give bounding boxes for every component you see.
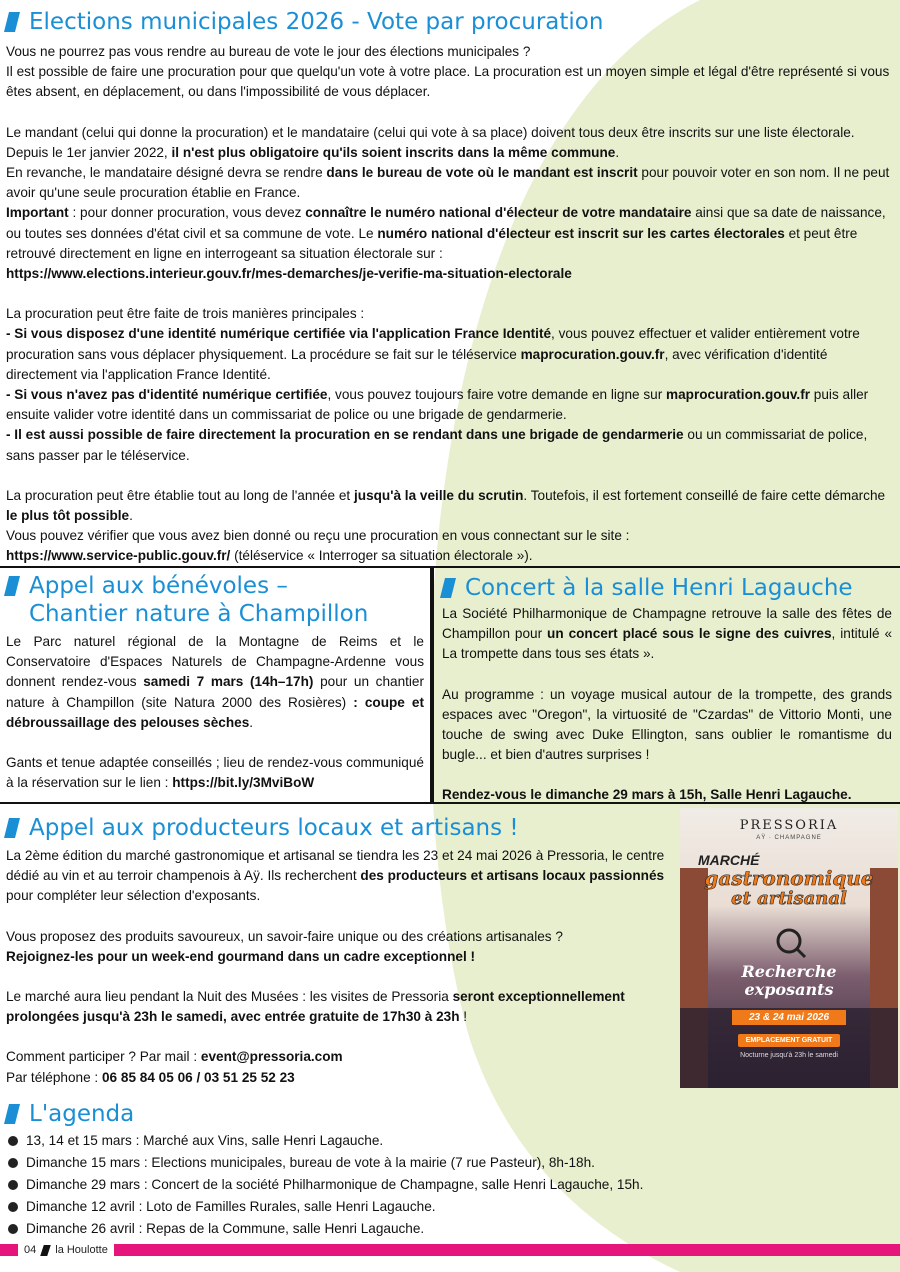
producteurs-email-link[interactable]: event@pressoria.com: [200, 1049, 343, 1065]
election-section: [0, 8, 892, 567]
producteurs-nuit-musees: Le marché aura lieu pendant la Nuit des Musées : les visites de Pressoria seront exceptionnellement prolongées jusqu'à 23h le samedi, avec entrée gratuite de 17h30 à 23h !: [6, 989, 625, 1025]
benevoles-reservation: Gants et tenue adaptée conseillés ; lieu de rendez-vous communiqué à la réservation sur le lien : https://bit.ly/3MviBoW: [6, 755, 424, 791]
agenda-title: L'agenda: [0, 1100, 892, 1128]
title-marker-icon: [440, 578, 456, 598]
footer-bar: [0, 1244, 900, 1256]
agenda-list: [0, 1130, 892, 1240]
poster-brand: PRESSORIA: [739, 818, 839, 833]
agenda-item: Dimanche 26 avril : Repas de la Commune, salle Henri Lagauche.: [6, 1218, 892, 1240]
election-intro-2: Il est possible de faire une procuration pour que quelqu'un vote à votre place. La procuration est un moyen simple et légal d'être représenté si vous êtes absent, en déplacement, ou dans l'impossibilité de vous déplacer.: [6, 64, 890, 100]
poster-marche: MARCHÉ: [698, 852, 760, 868]
producteurs-paragraph-1: La 2ème édition du marché gastronomique et artisanal se tiendra les 23 et 24 mai 2026 à Pressoria, le centre dédié au vin et au terroir champenois à Aÿ. Ils recherchent des producteurs et artisans locaux passionnés pour compléter leur sélection d'exposants.: [6, 848, 665, 904]
pressoria-poster: [680, 808, 898, 1088]
poster-nocturne: Nocturne jusqu'à 23h le samedi: [740, 1052, 838, 1059]
concert-paragraph-2: Au programme : un voyage musical autour de la trompette, des grands espaces avec "Oregon", la virtuosité de "Czardas" de Vittorio Monti, une touche de swing avec Duke Ellington, sans oublier le romantisme du bugle... et bien d'autres surprises !: [442, 686, 892, 763]
agenda-item: Dimanche 29 mars : Concert de la société Philharmonique de Champagne, salle Henri Lagauche, 15h.: [6, 1174, 892, 1196]
agenda-item: 13, 14 et 15 mars : Marché aux Vins, salle Henri Lagauche.: [6, 1130, 892, 1152]
producteurs-mail: Comment participer ? Par mail : event@pressoria.com: [6, 1049, 343, 1065]
poster-exposants: exposants: [744, 980, 834, 999]
title-marker-icon: [4, 1104, 20, 1124]
footer-marker-icon: [40, 1245, 51, 1256]
poster-dates: 23 & 24 mai 2026: [732, 1010, 846, 1025]
producteurs-section: [0, 814, 676, 1088]
election-link-situation[interactable]: https://www.elections.interieur.gouv.fr/mes-demarches/je-verifie-ma-situation-electorale: [6, 266, 572, 282]
election-paragraph-bureau: En revanche, le mandataire désigné devra se rendre dans le bureau de vote où le mandant est inscrit pour pouvoir voter en son nom. Il ne peut avoir qu'une seule procuration établie en France.: [6, 165, 890, 201]
benevoles-paragraph: Le Parc naturel régional de la Montagne de Reims et le Conservatoire d'Espaces Naturels de Champagne-Ardenne vous donnent rendez-vous samedi 7 mars (14h–17h) pour un chantier nature à Champillon (site Natura 2000 des Rosières) : coupe et débroussaillage des pelouses sèches.: [6, 634, 425, 730]
agenda-item: Dimanche 15 mars : Elections municipales, bureau de vote à la mairie (7 rue Pasteur), 8h-18h.: [6, 1152, 892, 1174]
benevoles-link[interactable]: https://bit.ly/3MviBoW: [172, 775, 315, 791]
producteurs-rejoignez: Rejoignez-les pour un week-end gourmand dans un cadre exceptionnel !: [6, 948, 476, 964]
page-number: 04: [24, 1244, 37, 1256]
poster-brand-sub: AŸ · CHAMPAGNE: [756, 835, 822, 841]
agenda-section: [0, 1100, 892, 1240]
benevoles-section: [0, 572, 424, 793]
concert-paragraph-1: La Société Philharmonique de Champagne retrouve la salle des fêtes de Champillon pour un concert placé sous le signe des cuivres, intitulé « La trompette dans tous ses états ».: [442, 606, 893, 662]
election-link-service-public[interactable]: https://www.service-public.gouv.fr/ (téléservice « Interroger sa situation électorale »).: [6, 548, 533, 564]
publication-name: la Houlotte: [55, 1244, 108, 1256]
election-paragraph-verify: Vous pouvez vérifier que vous avez bien donné ou reçu une procuration en vous connectant sur le site :: [6, 528, 630, 544]
footer: [18, 1242, 114, 1258]
concert-title: Concert à la salle Henri Lagauche: [436, 574, 892, 602]
title-marker-icon: [4, 818, 20, 838]
election-title: Elections municipales 2026 - Vote par procuration: [0, 8, 892, 36]
producteurs-title: Appel aux producteurs locaux et artisans !: [0, 814, 676, 842]
benevoles-title: Appel aux bénévoles – Chantier nature à Champillon: [0, 572, 424, 628]
election-paragraph-inscription: Le mandant (celui qui donne la procuration) et le mandataire (celui qui vote à sa place) doivent tous deux être inscrits sur une liste électorale. Depuis le 1er janvier 2022, il n'est plus obligatoire qu'ils soient inscrits dans la même commune.: [6, 124, 855, 160]
election-intro-1: Vous ne pourrez pas vous rendre au bureau de vote le jour des élections municipales ?: [6, 44, 531, 59]
election-paragraph-important: Important : pour donner procuration, vous devez connaître le numéro national d'électeur de votre mandataire ainsi que sa date de naissance, ou toutes ses données d'état civil et sa commune de vote. Le numéro national d'électeur est inscrit sur les cartes électorales et peut être retrouvé directement en ligne en interrogeant sa situation électorale sur :: [6, 205, 886, 261]
poster-gastronomique: gastronomique: [704, 866, 874, 890]
poster-emplacement: EMPLACEMENT GRATUIT: [738, 1034, 840, 1047]
election-paragraph-delay: La procuration peut être établie tout au long de l'année et jusqu'à la veille du scrutin. Toutefois, il est fortement conseillé de faire cette démarche le plus tôt possible.: [6, 487, 886, 524]
election-method-2: - Si vous n'avez pas d'identité numérique certifiée, vous pouvez toujours faire votre demande en ligne sur maprocuration.gouv.fr puis aller ensuite valider votre identité dans un commissariat de police ou une brigade de gendarmerie.: [6, 387, 869, 423]
election-method-3: - Il est aussi possible de faire directement la procuration en se rendant dans une brigade de gendarmerie ou un commissariat de police, sans passer par le téléservice.: [6, 427, 868, 463]
producteurs-question: Vous proposez des produits savoureux, un savoir-faire unique ou des créations artisanales ?: [6, 928, 563, 944]
concert-section: [436, 574, 892, 806]
title-marker-icon: [4, 12, 20, 32]
agenda-item: Dimanche 12 avril : Loto de Familles Rurales, salle Henri Lagauche.: [6, 1196, 892, 1218]
producteurs-phone: Par téléphone : 06 85 84 05 06 / 03 51 25 52 23: [6, 1069, 295, 1085]
poster-recherche: Recherche: [741, 962, 837, 981]
poster-artisanal: et artisanal: [731, 888, 847, 909]
concert-rendezvous: Rendez-vous le dimanche 29 mars à 15h, Salle Henri Lagauche.: [442, 787, 852, 803]
title-marker-icon: [4, 576, 20, 596]
election-method-1: - Si vous disposez d'une identité numérique certifiée via l'application France Identité, vous pouvez effectuer et valider entièrement votre procuration sans vous déplacer physiquement. La procédure se fait sur le téléservice maprocuration.gouv.fr, avec vérification d'identité directement via l'application France Identité.: [6, 326, 860, 382]
election-methods-intro: La procuration peut être faite de trois manières principales :: [6, 306, 365, 322]
